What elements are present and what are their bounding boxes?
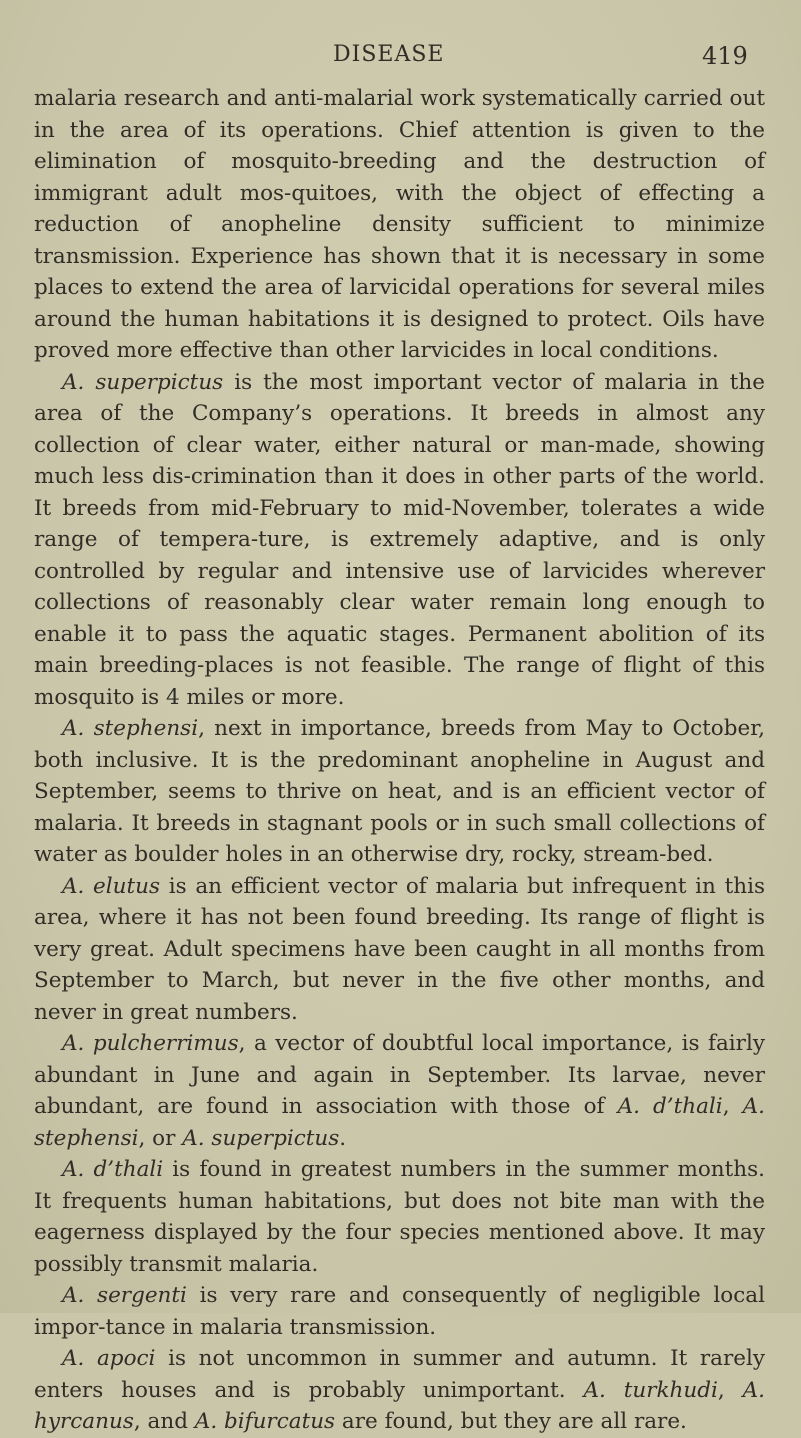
page-header [0, 42, 801, 82]
page-number: 419 [702, 42, 748, 70]
paragraph-superpictus: A. superpictus is the most important vector of malaria in the area of the Company’s operations. It breeds in almost any collection of clear water, either natural or man-made, showing much less dis-crimination than it does in other parts of the world. It breeds from mid-February to mid-November, tolerates a wide range of tempera-ture, is extremely adaptive, and is only controlled by regular and intensive use of larvicides wherever collections of reasonably clear water remain long enough to enable it to pass the aquatic stages. Permanent abolition of its main breeding-places is not feasible. The range of flight of this mosquito is 4 miles or more. [34, 369, 766, 710]
body-text [34, 83, 765, 1438]
paragraph-1: malaria research and anti-malarial work systematically carried out in the area of its operations. Chief attention is given to the elimination of mosquito-breeding and the destruction of immigrant adult mos-quitoes, with the object of effecting a reduction of anopheline density sufficient to minimize transmission. Experience has shown that it is necessary in some places to extend the area of larvicidal operations for several miles around the human habitations it is designed to protect. Oils have proved more effective than other larvicides in local conditions. [34, 86, 765, 363]
paragraph-apoci: A. apoci is not uncommon in summer and autumn. It rarely enters houses and is probably unimportant. A. turkhudi, A. hyrcanus, and A. bifurcatus are found, but they are all rare. [34, 1346, 766, 1434]
running-head: DISEASE [333, 42, 445, 67]
paragraph-dthali: A. d’thali is found in greatest numbers in the summer months. It frequents human habitations, but does not bite man with the eagerness displayed by the four species mentioned above. It may possibly transmit malaria. [34, 1157, 765, 1277]
paragraph-stephensi: A. stephensi, next in importance, breeds from May to October, both inclusive. It is the predominant anopheline in August and September, seems to thrive on heat, and is an efficient vector of malaria. It breeds in stagnant pools or in such small collections of water as boulder holes in an otherwise dry, rocky, stream-bed. [34, 716, 765, 867]
paragraph-pulcherrimus: A. pulcherrimus, a vector of doubtful local importance, is fairly abundant in June and again in September. Its larvae, never abundant, are found in association with those of A. d’thali, A. stephensi, or A. superpictus. [34, 1031, 766, 1151]
paragraph-elutus: A. elutus is an efficient vector of malaria but infrequent in this area, where it has not been found breeding. Its range of flight is very great. Adult specimens have been caught in all months from September to March, but never in the five other months, and never in great numbers. [34, 873, 765, 1025]
paragraph-sergenti: A. sergenti is very rare and consequently of negligible local impor-tance in malaria transmission. [34, 1283, 765, 1340]
